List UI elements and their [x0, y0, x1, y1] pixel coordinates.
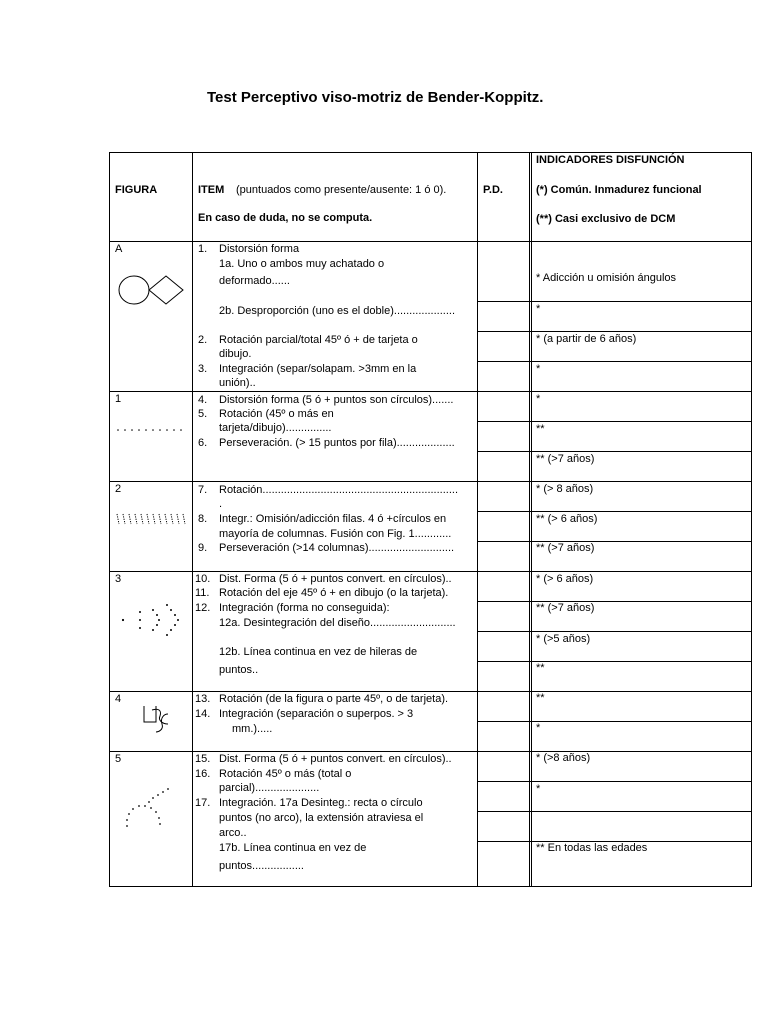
- item-text: Integr.: Omisión/adicción filas. 4 ó +círculos en: [219, 513, 447, 525]
- item-text: arco..: [219, 827, 247, 839]
- item-text: deformado......: [219, 275, 290, 287]
- item-text: Dist. Forma (5 ó + puntos convert. en círculos)..: [219, 573, 452, 585]
- indicator: * (>5 años): [536, 633, 591, 645]
- item-num: 4.: [198, 394, 208, 406]
- indicator: * (a partir de 6 años): [536, 333, 637, 345]
- item-num: 3.: [198, 363, 208, 375]
- indicator: **: [536, 692, 545, 704]
- item-text: 2b. Desproporción (uno es el doble)....................: [219, 305, 456, 317]
- figure-4-drawing: [140, 702, 180, 736]
- header-item-duda: En caso de duda, no se computa.: [198, 212, 373, 224]
- item-num: 17.: [195, 797, 211, 809]
- indicator: *: [536, 722, 541, 734]
- item-text: Perseveración. (> 15 puntos por fila)...................: [219, 437, 455, 449]
- item-text: 12b. Línea continua en vez de hileras de: [219, 646, 418, 658]
- header-item-note: (puntuados como presente/ausente: 1 ó 0).: [236, 184, 447, 196]
- item-num: 10.: [195, 573, 211, 585]
- indicator: ** (> 6 años): [536, 513, 598, 525]
- header-indicators-comun: (*) Común. Inmadurez funcional: [536, 184, 702, 196]
- header-pd: P.D.: [483, 184, 503, 196]
- indicator: **: [536, 423, 545, 435]
- item-text: Rotación parcial/total 45º ó + de tarjeta o: [219, 334, 418, 346]
- indicator: ** (>7 años): [536, 453, 595, 465]
- item-text: parcial).....................: [219, 782, 320, 794]
- figure-label-2: 2: [115, 483, 122, 495]
- indicator: * (> 6 años): [536, 573, 594, 585]
- item-text: dibujo.: [219, 348, 252, 360]
- figure-label-a: A: [115, 243, 123, 255]
- item-text: Integración (separ/solapam. >3mm en la: [219, 363, 417, 375]
- indicator: ** (>7 años): [536, 542, 595, 554]
- indicator: *: [536, 393, 541, 405]
- item-num: 13.: [195, 693, 211, 705]
- item-num: 2.: [198, 334, 208, 346]
- item-text: mayoría de columnas. Fusión con Fig. 1............: [219, 528, 452, 540]
- item-text: Rotación (45º o más en: [219, 408, 334, 420]
- item-num: 11.: [195, 587, 210, 599]
- header-indicators-title: INDICADORES DISFUNCIÓN: [536, 154, 685, 166]
- figure-1-drawing: [114, 426, 188, 434]
- item-num: 1.: [198, 243, 208, 255]
- item-text: Rotación del eje 45º ó + en dibujo (o la tarjeta).: [219, 587, 449, 599]
- item-text: Perseveración (>14 columnas)............................: [219, 542, 455, 554]
- indicator: *: [536, 303, 541, 315]
- item-num: 14.: [195, 708, 211, 720]
- header-item: ITEM: [198, 184, 225, 196]
- item-text: Dist. Forma (5 ó + puntos convert. en círculos)..: [219, 753, 452, 765]
- item-text: Integración (separación o superpos. > 3: [219, 708, 414, 720]
- item-text: unión)..: [219, 377, 256, 389]
- figure-label-1: 1: [115, 393, 122, 405]
- figure-label-5: 5: [115, 753, 122, 765]
- indicator: *: [536, 783, 541, 795]
- item-text: Distorsión forma: [219, 243, 300, 255]
- item-text: Integración. 17a Desinteg.: recta o círculo: [219, 797, 423, 809]
- item-text: puntos.................: [219, 860, 304, 872]
- item-text: Rotación (de la figura o parte 45º, o de tarjeta).: [219, 693, 449, 705]
- figure-label-3: 3: [115, 573, 122, 585]
- item-num: 5.: [198, 408, 208, 420]
- indicator: * (>8 años): [536, 752, 591, 764]
- page-title: Test Perceptivo viso-motriz de Bender-Koppitz.: [207, 89, 544, 106]
- item-text: puntos..: [219, 664, 259, 676]
- item-num: 12.: [195, 602, 211, 614]
- item-num: 15.: [195, 753, 211, 765]
- indicator: **: [536, 662, 545, 674]
- item-text: 17b. Línea continua en vez de: [219, 842, 367, 854]
- figure-label-4: 4: [115, 693, 122, 705]
- item-text: Integración (forma no conseguida):: [219, 602, 390, 614]
- figure-3-drawing: [116, 600, 186, 640]
- item-num: 8.: [198, 513, 208, 525]
- item-text: 1a. Uno o ambos muy achatado o: [219, 258, 385, 270]
- figure-a-drawing: [116, 271, 188, 307]
- figure-5-drawing: [122, 786, 176, 830]
- item-num: 6.: [198, 437, 208, 449]
- header-figura: FIGURA: [115, 184, 158, 196]
- header-indicators-dcm: (**) Casi exclusivo de DCM: [536, 213, 676, 225]
- item-text: mm.).....: [232, 723, 273, 735]
- indicator: * (> 8 años): [536, 483, 594, 495]
- figure-2-drawing: [114, 512, 188, 526]
- item-num: 9.: [198, 542, 208, 554]
- indicator: ** (>7 años): [536, 602, 595, 614]
- indicator: *: [536, 363, 541, 375]
- item-num: 16.: [195, 768, 211, 780]
- item-text: Rotación................................................................: [219, 484, 459, 496]
- item-text: puntos (no arco), la extensión atraviesa el: [219, 812, 424, 824]
- item-text: 12a. Desintegración del diseño............................: [219, 617, 456, 629]
- item-text: Distorsión forma (5 ó + puntos son círculos).......: [219, 394, 454, 406]
- item-text: .: [219, 498, 223, 510]
- item-text: tarjeta/dibujo)...............: [219, 422, 332, 434]
- indicator: ** En todas las edades: [536, 842, 648, 854]
- item-num: 7.: [198, 484, 208, 496]
- item-text: Rotación 45º o más (total o: [219, 768, 352, 780]
- indicator: * Adicción u omisión ángulos: [536, 272, 677, 284]
